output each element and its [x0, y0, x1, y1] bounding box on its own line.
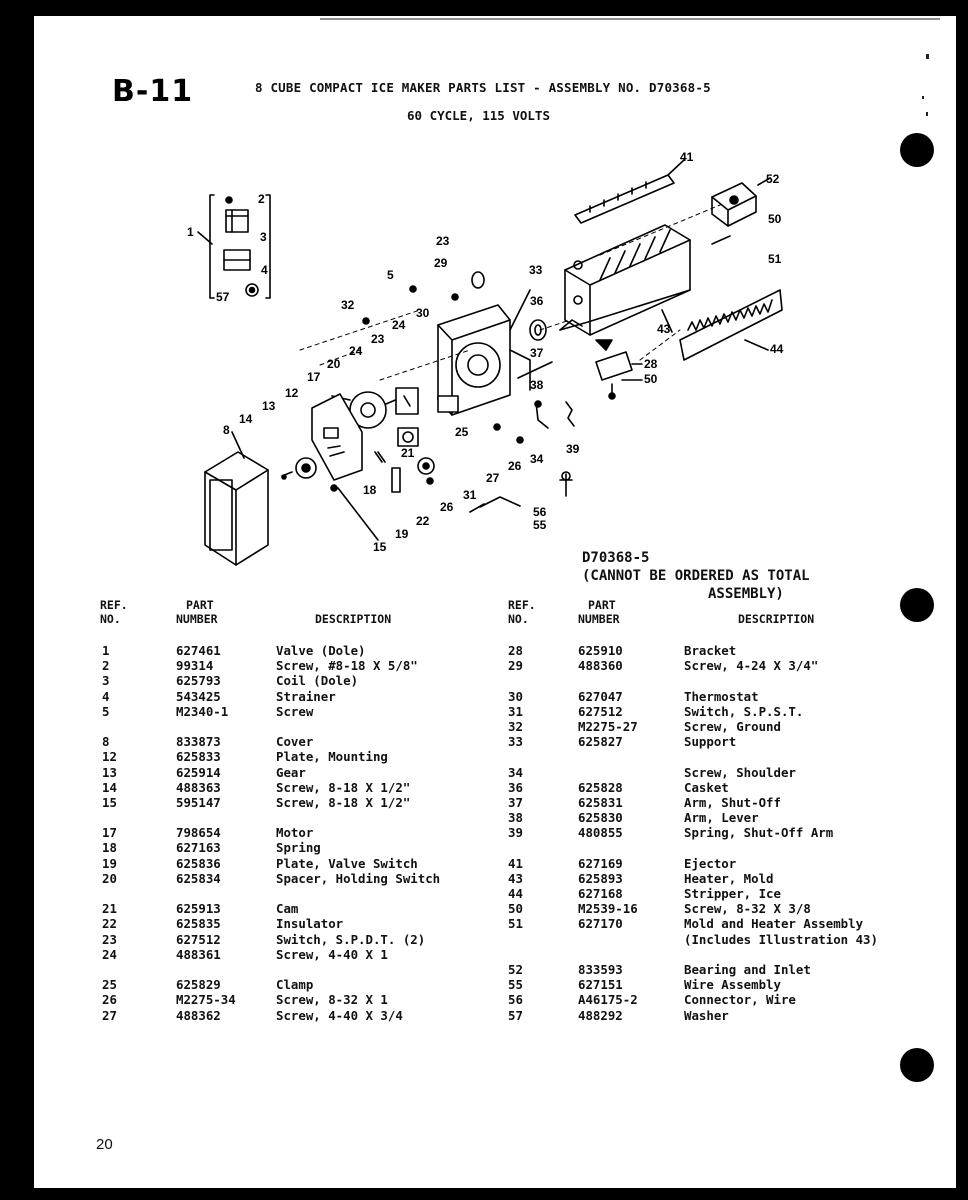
- part-header-bottom: NUMBER: [176, 612, 218, 626]
- assembly-note-line: (CANNOT BE ORDERED AS TOTAL: [582, 568, 810, 584]
- part-number-cell: 99314: [176, 658, 214, 674]
- part-number-cell: 625793: [176, 673, 221, 689]
- part-number-cell: 833873: [176, 734, 221, 750]
- description-cell: Cover: [276, 734, 314, 750]
- assembly-note: [582, 549, 810, 603]
- callout-5: 5: [387, 268, 394, 282]
- description-cell: Casket: [684, 779, 729, 795]
- mold-part: [565, 225, 730, 335]
- part-number-cell: 627163: [176, 840, 221, 856]
- callout-52: 52: [766, 172, 780, 186]
- description-cell: Plate, Valve Switch: [276, 855, 418, 871]
- ref-cell: 39: [508, 825, 523, 841]
- description-cell: Bearing and Inlet: [684, 961, 811, 977]
- ref-cell: 36: [508, 779, 523, 795]
- ref-cell: 18: [102, 840, 117, 856]
- description-cell: Motor: [276, 825, 314, 841]
- table-row: [102, 673, 502, 688]
- description-cell: Screw, Shoulder: [684, 764, 796, 780]
- part-number-cell: M2275-34: [176, 992, 236, 1008]
- table-row: [508, 689, 908, 704]
- description-cell: Switch, S.P.S.T.: [684, 703, 804, 719]
- part-number-cell: 625834: [176, 870, 221, 886]
- shutoff-arm: [518, 362, 552, 428]
- bearing-part: [712, 178, 770, 226]
- description-cell: Coil (Dole): [276, 673, 359, 689]
- bracket-part: [596, 340, 642, 399]
- part-number-cell: 625830: [578, 810, 623, 826]
- description-cell: Screw, Ground: [684, 718, 781, 734]
- callout-17: 17: [307, 370, 321, 384]
- part-header-right: [578, 598, 620, 626]
- part-number-cell: 488360: [578, 658, 623, 674]
- ref-header-bottom: NO.: [100, 612, 121, 626]
- description-cell: Ejector: [684, 855, 737, 871]
- description-cell: Screw, #8-18 X 5/8": [276, 658, 418, 674]
- table-row: [102, 871, 502, 886]
- callout-43: 43: [657, 322, 671, 336]
- row-spacer: [508, 673, 908, 688]
- callout-21: 21: [401, 446, 415, 460]
- callout-25: 25: [455, 425, 469, 439]
- callout-23: 23: [436, 234, 450, 248]
- callout-57: 57: [216, 290, 230, 304]
- page-number: 20: [96, 1136, 113, 1153]
- table-row: [102, 932, 502, 947]
- part-number-cell: M2275-27: [578, 718, 638, 734]
- ref-cell: 14: [102, 779, 117, 795]
- ejector-part: [575, 160, 684, 223]
- description-cell: Screw, 8-18 X 1/2": [276, 779, 411, 795]
- part-number-cell: 625910: [578, 643, 623, 658]
- ref-cell: 20: [102, 870, 117, 886]
- table-row: [508, 765, 908, 780]
- ref-cell: 8: [102, 734, 110, 750]
- part-header: [176, 598, 218, 626]
- callout-24b: 24: [349, 344, 363, 358]
- callout-28: 28: [644, 357, 658, 371]
- callout-20: 20: [327, 357, 341, 371]
- table-row: [102, 734, 502, 749]
- table-row: [508, 901, 908, 916]
- ref-header-bottom: NO.: [508, 612, 529, 626]
- row-spacer: [508, 840, 908, 855]
- table-row: [508, 825, 908, 840]
- table-row: [102, 825, 502, 840]
- callout-41: 41: [680, 150, 694, 164]
- description-cell: Arm, Shut-Off: [684, 794, 781, 810]
- table-row: [102, 992, 502, 1007]
- table-row: [508, 734, 908, 749]
- ref-cell: 13: [102, 764, 117, 780]
- ref-cell: 15: [102, 794, 117, 810]
- description-cell: Bracket: [684, 643, 737, 658]
- callout-34: 34: [530, 452, 544, 466]
- valve-subassembly: [198, 195, 270, 298]
- description-cell: Strainer: [276, 688, 336, 704]
- ref-cell: 12: [102, 749, 117, 765]
- ref-cell: 26: [102, 992, 117, 1008]
- description-cell: Screw, 8-32 X 3/8: [684, 901, 811, 917]
- part-number-cell: 625827: [578, 734, 623, 750]
- page-title: 8 CUBE COMPACT ICE MAKER PARTS LIST - ASSEMBLY NO. D70368-5: [255, 80, 711, 95]
- ref-cell: 23: [102, 931, 117, 947]
- table-row: [508, 962, 908, 977]
- callout-26b: 26: [440, 500, 454, 514]
- parts-table-right: [508, 643, 908, 1023]
- part-number-cell: 625835: [176, 916, 221, 932]
- ref-cell: 1: [102, 643, 110, 658]
- table-row: [508, 886, 908, 901]
- description-cell: Screw: [276, 703, 314, 719]
- description-cell: Spring, Shut-Off Arm: [684, 825, 834, 841]
- description-cell: Screw, 4-40 X 3/4: [276, 1007, 403, 1023]
- description-header-right: DESCRIPTION: [738, 612, 815, 626]
- page-subtitle: 60 CYCLE, 115 VOLTS: [407, 108, 550, 123]
- callout-13: 13: [262, 399, 276, 413]
- description-cell: Thermostat: [684, 688, 759, 704]
- ref-header-top: REF.: [508, 598, 536, 612]
- part-number-cell: 627512: [176, 931, 221, 947]
- callout-4: 4: [261, 263, 268, 277]
- callout-36: 36: [530, 294, 544, 308]
- row-spacer: [508, 749, 908, 764]
- row-spacer: [102, 810, 502, 825]
- ref-cell: 22: [102, 916, 117, 932]
- callout-51: 51: [768, 252, 782, 266]
- ref-cell: 41: [508, 855, 523, 871]
- description-cell: Connector, Wire: [684, 992, 796, 1008]
- part-number-cell: 543425: [176, 688, 221, 704]
- callout-1: 1: [187, 225, 194, 239]
- description-cell: Arm, Lever: [684, 810, 759, 826]
- callout-56: 56: [533, 505, 547, 519]
- table-row: [508, 992, 908, 1007]
- ref-cell: 29: [508, 658, 523, 674]
- callout-19: 19: [395, 527, 409, 541]
- part-number-cell: 625893: [578, 870, 623, 886]
- description-cell: (Includes Illustration 43): [684, 931, 878, 947]
- part-number-cell: 625836: [176, 855, 221, 871]
- part-number-cell: 625833: [176, 749, 221, 765]
- part-header-top: PART: [186, 598, 214, 612]
- table-row: [102, 765, 502, 780]
- shutoff-spring: [566, 402, 574, 426]
- ref-cell: 37: [508, 794, 523, 810]
- part-number-cell: M2340-1: [176, 703, 229, 719]
- description-cell: Washer: [684, 1007, 729, 1023]
- part-number-cell: 833593: [578, 961, 623, 977]
- part-number-cell: 627047: [578, 688, 623, 704]
- callout-18: 18: [363, 483, 377, 497]
- description-cell: Stripper, Ice: [684, 886, 781, 901]
- callout-24: 24: [392, 318, 406, 332]
- table-row: [102, 1008, 502, 1023]
- table-row: [102, 689, 502, 704]
- ref-cell: 55: [508, 977, 523, 993]
- description-cell: Switch, S.P.D.T. (2): [276, 931, 426, 947]
- part-number-cell: 625914: [176, 764, 221, 780]
- ref-cell: 3: [102, 673, 110, 689]
- description-cell: Cam: [276, 901, 299, 917]
- part-number-cell: 625828: [578, 779, 623, 795]
- description-cell: Support: [684, 734, 737, 750]
- description-cell: Valve (Dole): [276, 643, 366, 658]
- row-spacer: [508, 947, 908, 962]
- row-spacer: [102, 962, 502, 977]
- part-number-cell: 488292: [578, 1007, 623, 1023]
- callout-2: 2: [258, 192, 265, 206]
- callout-15: 15: [373, 540, 387, 554]
- part-number-cell: 595147: [176, 794, 221, 810]
- table-row: [102, 856, 502, 871]
- gasket-part: [530, 320, 546, 340]
- part-number-cell: 627169: [578, 855, 623, 871]
- part-number-cell: 488363: [176, 779, 221, 795]
- description-cell: Insulator: [276, 916, 344, 932]
- part-number-cell: 627170: [578, 916, 623, 932]
- table-row: [508, 916, 908, 931]
- callout-23b: 23: [371, 332, 385, 346]
- part-number-cell: 798654: [176, 825, 221, 841]
- callout-29: 29: [434, 256, 448, 270]
- table-row: [102, 795, 502, 810]
- part-number-cell: A46175-2: [578, 992, 638, 1008]
- part-number-cell: 625829: [176, 977, 221, 993]
- part-number-cell: 488361: [176, 946, 221, 962]
- description-cell: Screw, 4-40 X 1: [276, 946, 388, 962]
- table-row: [102, 916, 502, 931]
- callout-50b: 50: [644, 372, 658, 386]
- callout-38: 38: [530, 378, 544, 392]
- ref-cell: 43: [508, 870, 523, 886]
- description-cell: Screw, 8-18 X 1/2": [276, 794, 411, 810]
- description-cell: Spacer, Holding Switch: [276, 870, 441, 886]
- part-number-cell: 627151: [578, 977, 623, 993]
- ref-cell: 50: [508, 901, 523, 917]
- table-row: [102, 977, 502, 992]
- table-row: [508, 658, 908, 673]
- part-number-cell: 625831: [578, 794, 623, 810]
- ref-cell: 30: [508, 688, 523, 704]
- table-row: [508, 856, 908, 871]
- callout-3: 3: [260, 230, 267, 244]
- ref-cell: 56: [508, 992, 523, 1008]
- callout-27: 27: [486, 471, 500, 485]
- stripper-part: [680, 290, 782, 360]
- table-row: [102, 643, 502, 658]
- ref-cell: 57: [508, 1007, 523, 1023]
- callout-22: 22: [416, 514, 430, 528]
- description-cell: Screw, 4-24 X 3/4": [684, 658, 819, 674]
- description-cell: Screw, 8-32 X 1: [276, 992, 388, 1008]
- ref-cell: 33: [508, 734, 523, 750]
- table-row: [102, 704, 502, 719]
- part-header-bottom: NUMBER: [578, 612, 620, 626]
- page-id: B-11: [112, 74, 194, 109]
- table-row: [508, 1008, 908, 1023]
- table-row: [508, 719, 908, 734]
- ref-cell: 31: [508, 703, 523, 719]
- table-row: [508, 780, 908, 795]
- table-row: [508, 810, 908, 825]
- callout-14: 14: [239, 412, 253, 426]
- callout-8: 8: [223, 423, 230, 437]
- ref-cell: 52: [508, 961, 523, 977]
- ref-cell: 21: [102, 901, 117, 917]
- ref-header: [100, 598, 128, 626]
- part-number-cell: 627168: [578, 886, 623, 901]
- table-row: [102, 901, 502, 916]
- description-cell: Heater, Mold: [684, 870, 774, 886]
- assembly-note-line: ASSEMBLY): [708, 586, 784, 602]
- ref-header-top: REF.: [100, 598, 128, 612]
- callout-32: 32: [341, 298, 355, 312]
- callout-44: 44: [770, 342, 784, 356]
- description-cell: Wire Assembly: [684, 977, 781, 993]
- callout-12: 12: [285, 386, 299, 400]
- table-row: [508, 704, 908, 719]
- description-cell: Plate, Mounting: [276, 749, 388, 765]
- description-cell: Spring: [276, 840, 321, 856]
- ref-cell: 34: [508, 764, 523, 780]
- part-number-cell: 627512: [578, 703, 623, 719]
- ref-cell: 27: [102, 1007, 117, 1023]
- callout-50: 50: [768, 212, 782, 226]
- ref-cell: 19: [102, 855, 117, 871]
- callout-26: 26: [508, 459, 522, 473]
- ref-header-right: [508, 598, 536, 626]
- table-row: [102, 947, 502, 962]
- part-number-cell: 488362: [176, 1007, 221, 1023]
- table-row: [102, 658, 502, 673]
- gear-part: [282, 458, 316, 479]
- ref-cell: 32: [508, 718, 523, 734]
- ref-cell: 24: [102, 946, 117, 962]
- ref-cell: 5: [102, 703, 110, 719]
- description-cell: Gear: [276, 764, 306, 780]
- callout-55: 55: [533, 518, 547, 532]
- table-row: [508, 932, 908, 947]
- row-spacer: [102, 886, 502, 901]
- ref-cell: 4: [102, 688, 110, 704]
- parts-table-left: [102, 643, 502, 1023]
- binder-hole-bottom: [900, 1048, 934, 1082]
- table-row: [102, 840, 502, 855]
- part-number-cell: 627461: [176, 643, 221, 658]
- ref-cell: 44: [508, 886, 523, 901]
- ref-cell: 51: [508, 916, 523, 932]
- part-number-cell: M2539-16: [578, 901, 638, 917]
- part-number-cell: 625913: [176, 901, 221, 917]
- assembly-number: D70368-5: [582, 550, 650, 566]
- ref-cell: 17: [102, 825, 117, 841]
- table-row: [508, 643, 908, 658]
- callout-39: 39: [566, 442, 580, 456]
- ref-cell: 25: [102, 977, 117, 993]
- table-row: [508, 977, 908, 992]
- description-cell: Mold and Heater Assembly: [684, 916, 864, 932]
- cover-part: [205, 432, 268, 565]
- callout-31: 31: [463, 488, 477, 502]
- ref-cell: 2: [102, 658, 110, 674]
- part-header-top: PART: [588, 598, 616, 612]
- callout-37: 37: [530, 346, 544, 360]
- table-row: [508, 871, 908, 886]
- ref-cell: 38: [508, 810, 523, 826]
- callout-30: 30: [416, 306, 430, 320]
- row-spacer: [102, 719, 502, 734]
- part-number-cell: 480855: [578, 825, 623, 841]
- ref-cell: 28: [508, 643, 523, 658]
- description-cell: Clamp: [276, 977, 314, 993]
- table-row: [102, 780, 502, 795]
- table-row: [508, 795, 908, 810]
- description-header: DESCRIPTION: [315, 612, 392, 626]
- callout-33: 33: [529, 263, 543, 277]
- table-row: [102, 749, 502, 764]
